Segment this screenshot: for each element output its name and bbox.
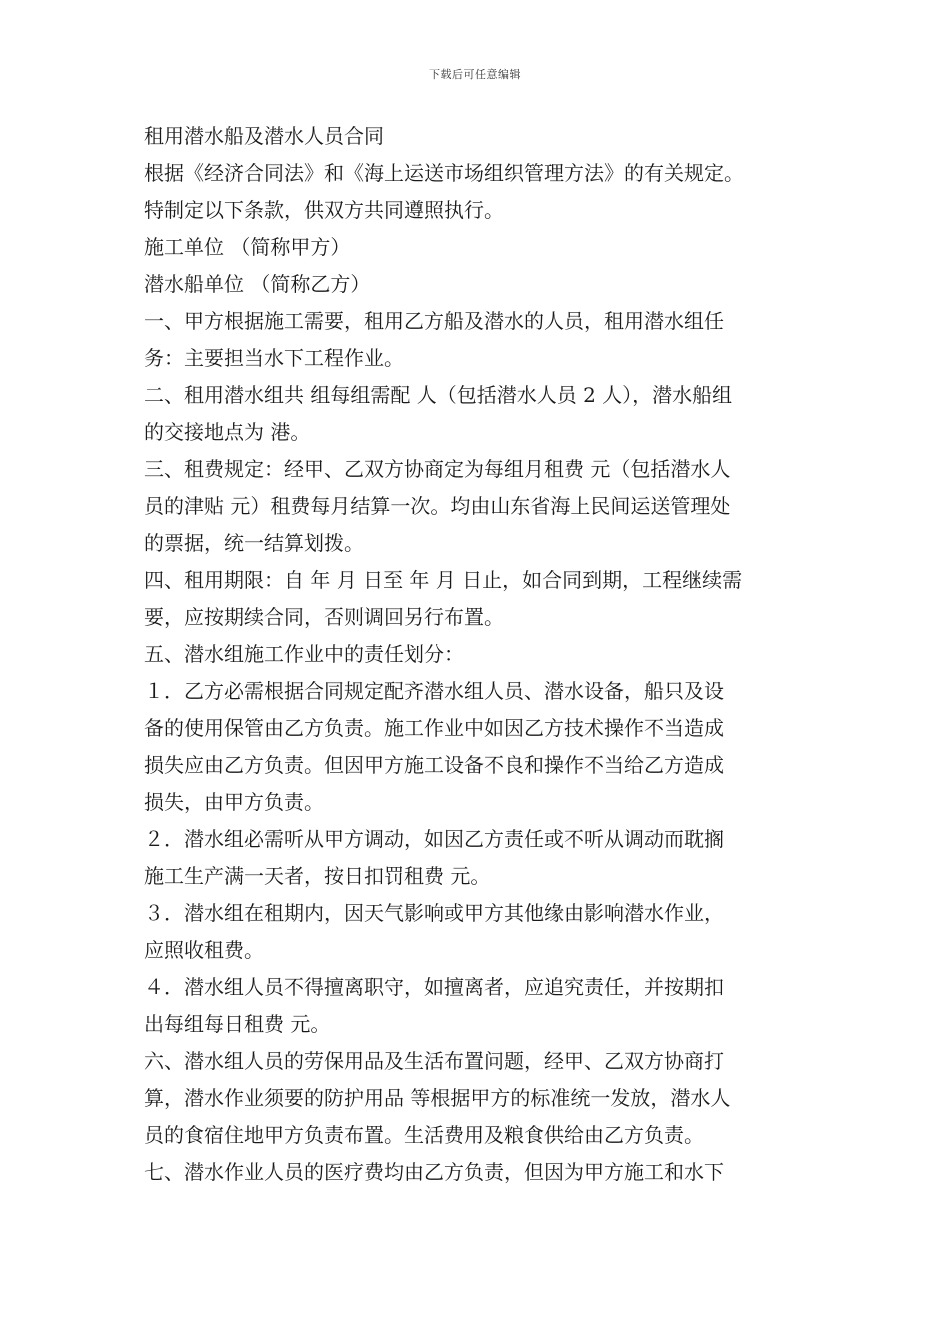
- text-line: 的票据，统一结算划拨。: [144, 531, 364, 555]
- document-body: [144, 118, 808, 1191]
- text-line: 三、租费规定：经甲、乙双方协商定为每组月租费 元（包括潜水人: [144, 457, 731, 481]
- text-line: ２．潜水组必需听从甲方调动，如因乙方责任或不听从调动而耽搁: [144, 827, 724, 851]
- text-line: 施工生产满一天者，按日扣罚租费 元。: [144, 864, 491, 888]
- text-line: 特制定以下条款，供双方共同遵照执行。: [144, 198, 504, 222]
- text-line: 施工单位 （简称甲方）: [144, 235, 351, 259]
- text-line: 七、潜水作业人员的医疗费均由乙方负责，但因为甲方施工和水下: [144, 1160, 724, 1184]
- header-note: 下载后可任意编辑: [429, 68, 521, 81]
- text-line: 二、租用潜水组共 组每组需配 人（包括潜水人员 2 人），潜水船组: [144, 383, 733, 407]
- text-line: ３．潜水组在租期内，因天气影响或甲方其他缘由影响潜水作业，: [144, 901, 724, 925]
- text-line: 备的使用保管由乙方负责。施工作业中如因乙方技术操作不当造成: [144, 716, 724, 740]
- text-line: 出每组每日租费 元。: [144, 1012, 331, 1036]
- document-title: 租用潜水船及潜水人员合同: [144, 124, 384, 148]
- text-line: 应照收租费。: [144, 938, 264, 962]
- text-line: １．乙方必需根据合同规定配齐潜水组人员、潜水设备，船只及设: [144, 679, 724, 703]
- text-line: ４．潜水组人员不得擅离职守，如擅离者，应追究责任，并按期扣: [144, 975, 724, 999]
- text-line: 务：主要担当水下工程作业。: [144, 346, 404, 370]
- text-line: 一、甲方根据施工需要，租用乙方船及潜水的人员，租用潜水组任: [144, 309, 724, 333]
- text-line: 的交接地点为 港。: [144, 420, 311, 444]
- text-line: 损失应由乙方负责。但因甲方施工设备不良和操作不当给乙方造成: [144, 753, 724, 777]
- text-line: 员的食宿住地甲方负责布置。生活费用及粮食供给由乙方负责。: [144, 1123, 704, 1147]
- text-line: 潜水船单位 （简称乙方）: [144, 272, 371, 296]
- text-line: 损失，由甲方负责。: [144, 790, 324, 814]
- text-line: 五、潜水组施工作业中的责任划分：: [144, 642, 464, 666]
- text-line: 根据《经济合同法》和《海上运送市场组织管理方法》的有关规定。: [144, 161, 744, 185]
- text-line: 四、租用期限：自 年 月 日至 年 月 日止，如合同到期，工程继续需: [144, 568, 743, 592]
- text-line: 员的津贴 元）租费每月结算一次。均由山东省海上民间运送管理处: [144, 494, 731, 518]
- text-line: 算，潜水作业须要的防护用品 等根据甲方的标准统一发放，潜水人: [144, 1086, 731, 1110]
- text-line: 要，应按期续合同，否则调回另行布置。: [144, 605, 504, 629]
- text-line: 六、潜水组人员的劳保用品及生活布置问题，经甲、乙双方协商打: [144, 1049, 724, 1073]
